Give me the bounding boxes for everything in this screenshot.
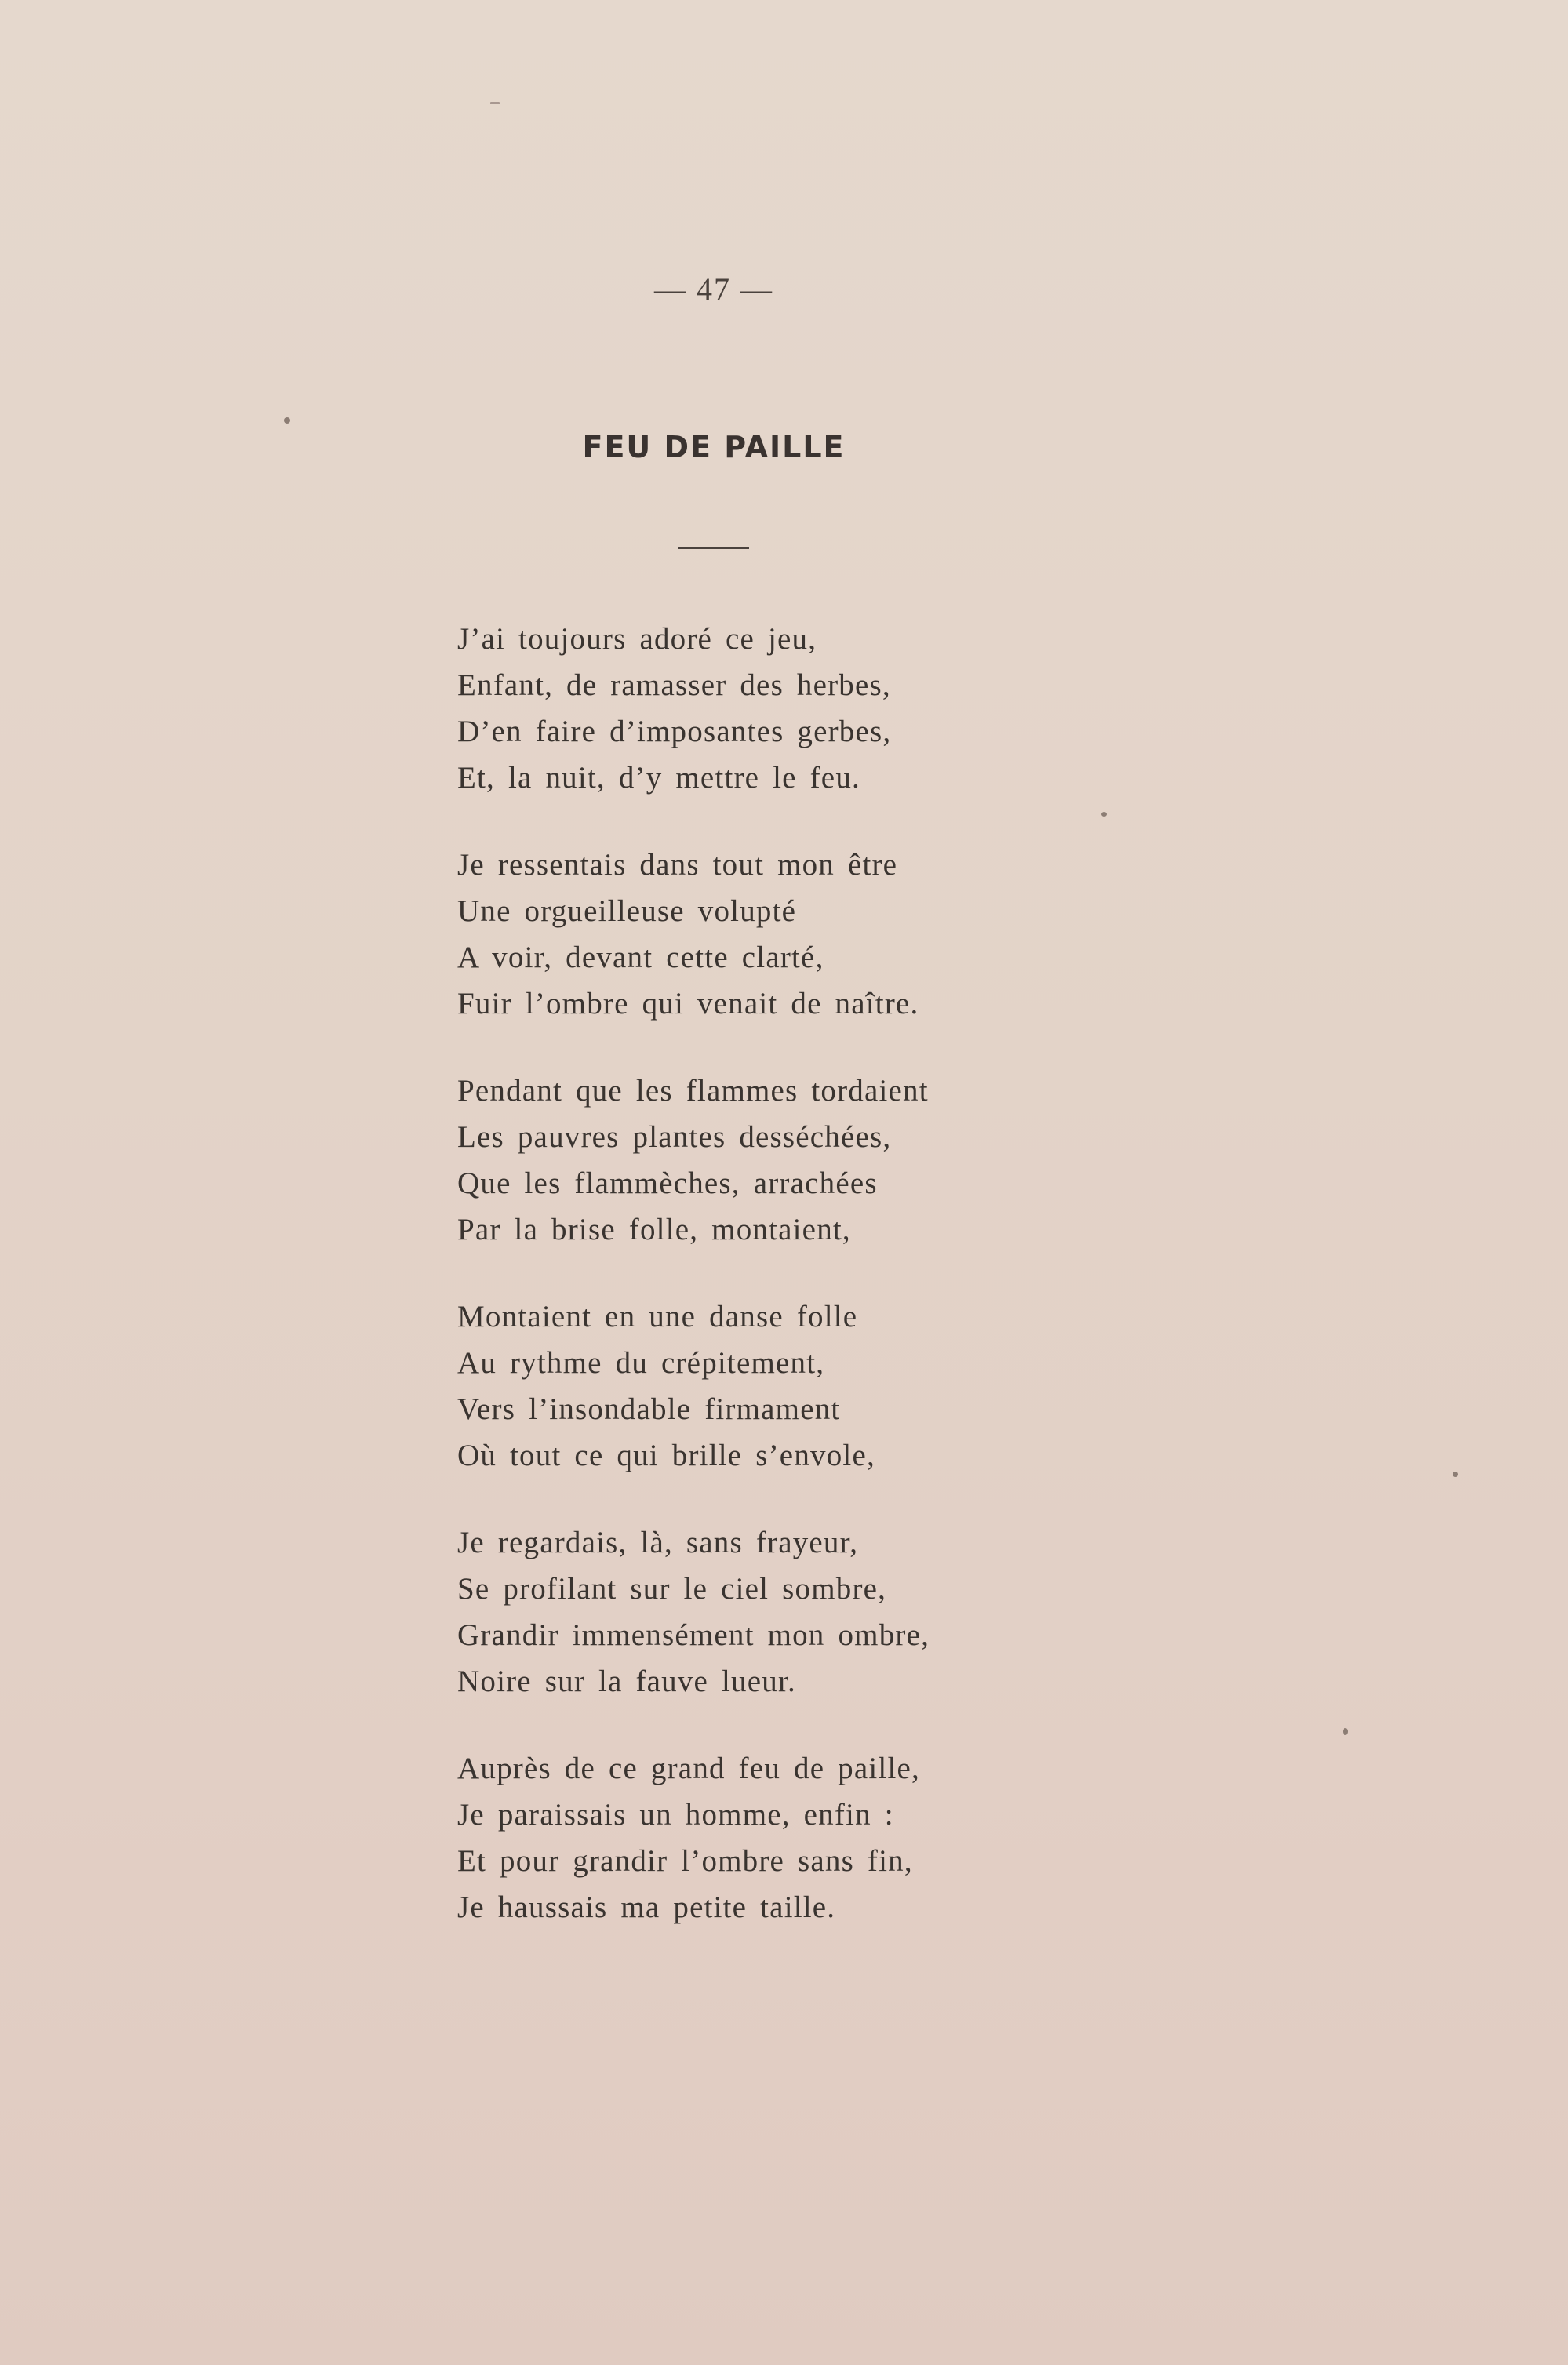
poem-line: Auprès de ce grand feu de paille, — [457, 1752, 920, 1785]
paper-speck — [1101, 812, 1107, 817]
poem-line: Au rythme du crépitement, — [457, 1346, 825, 1380]
stanza-6 — [457, 1745, 1477, 1930]
poem-line: Une orgueilleuse volupté — [457, 894, 797, 928]
stanza-3 — [457, 1068, 1477, 1253]
stanza-1 — [457, 616, 1477, 801]
poem-line: A voir, devant cette clarté, — [457, 941, 824, 974]
paper-speck — [284, 417, 290, 424]
poem-line: Enfant, de ramasser des herbes, — [457, 668, 891, 702]
poem-line: Les pauvres plantes desséchées, — [457, 1120, 892, 1154]
poem-line: Vers l’insondable firmament — [457, 1392, 841, 1426]
poem-line: Je ressentais dans tout mon être — [457, 848, 898, 882]
poem-line: Pendant que les flammes tordaient — [457, 1074, 929, 1108]
stanza-5 — [457, 1519, 1477, 1705]
poem-line: Je regardais, là, sans frayeur, — [457, 1526, 859, 1559]
poem-body — [457, 616, 1477, 1971]
poem-line: Fuir l’ombre qui venait de naître. — [457, 987, 919, 1021]
poem-line: Que les flammèches, arrachées — [457, 1166, 878, 1200]
poem-line: Je paraissais un homme, enfin : — [457, 1798, 894, 1832]
poem-line: Par la brise folle, montaient, — [457, 1213, 851, 1246]
poem-line: Et pour grandir l’ombre sans fin, — [457, 1844, 913, 1878]
poem-line: Où tout ce qui brille s’envole, — [457, 1439, 875, 1472]
stanza-4 — [457, 1293, 1477, 1479]
paper-speck — [1343, 1728, 1348, 1735]
paper-speck — [1453, 1472, 1458, 1477]
poem-line: Et, la nuit, d’y mettre le feu. — [457, 761, 860, 795]
paper-speck — [490, 102, 500, 104]
poem-line: Grandir immensément mon ombre, — [457, 1618, 930, 1652]
poem-title: FEU DE PAILLE — [582, 430, 846, 464]
page-number: — 47 — — [654, 271, 773, 307]
poem-line: Noire sur la fauve lueur. — [457, 1665, 796, 1698]
stanza-2 — [457, 842, 1477, 1027]
poem-line: Montaient en une danse folle — [457, 1300, 858, 1333]
poem-line: Se profilant sur le ciel sombre, — [457, 1572, 887, 1606]
title-divider — [678, 547, 749, 549]
poem-line: J’ai toujours adoré ce jeu, — [457, 622, 817, 656]
poem-line: Je haussais ma petite taille. — [457, 1890, 836, 1924]
poem-line: D’en faire d’imposantes gerbes, — [457, 715, 892, 748]
